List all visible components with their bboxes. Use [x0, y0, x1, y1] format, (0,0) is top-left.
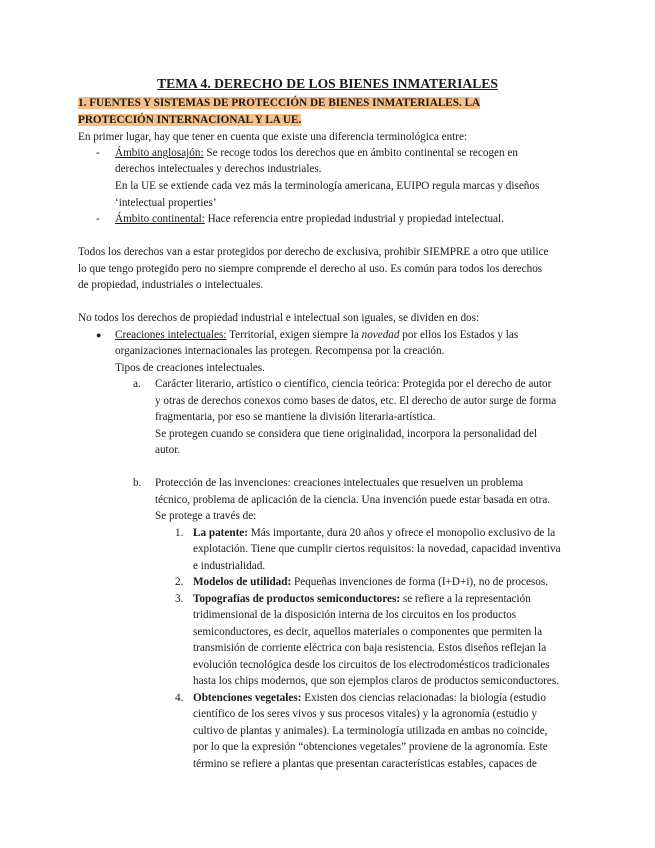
sub3-line-5: evolución tecnológica desde los circuitos de los electrodomésticos tradicionales [193, 659, 550, 671]
section-heading-line2: PROTECCIÓN INTERNACIONAL Y LA UE. [78, 114, 302, 126]
continental-text: Hace referencia entre propiedad industrial y propiedad intelectual. [204, 213, 504, 225]
anglo-line-2: derechos intelectuales y derechos industriales. [115, 163, 322, 175]
item-b-line-2: técnico, problema de aplicación de la ciencia. Una invención puede estar basada en otra. [155, 494, 551, 506]
sub1-line-1 [193, 525, 555, 542]
sub4-text-1: Existen dos ciencias relacionadas: la biología (estudio [301, 692, 546, 704]
sub1-marker: 1. [175, 527, 184, 539]
sub3-marker: 3. [175, 593, 184, 605]
item-b-line-1: Protección de las invenciones: creaciones intelectuales que resuelven un problema [155, 477, 524, 489]
sub2-line-1 [193, 574, 548, 591]
section-heading-cont [78, 112, 301, 129]
sub2-bold: Modelos de utilidad: [193, 576, 292, 588]
creaciones-line-1 [115, 327, 518, 344]
continental-label: Ámbito continental: [115, 213, 205, 225]
para2-line-3: de propiedad, industriales o intelectuales. [78, 279, 264, 291]
sub4-line-3: cultivo de plantas y animales). La terminología utilizada en ambas no coincide, [193, 725, 548, 737]
sub3-line-6: hasta los chips modernos, que son ejemplos claros de productos semiconductores. [193, 675, 560, 687]
section-heading [78, 95, 480, 112]
item-a-line-3: fragmentaria, por eso se mantiene la división literaria-artística. [155, 411, 436, 423]
sub3-bold: Topografías de productos semiconductores: [193, 593, 401, 605]
item-b-marker: b. [133, 477, 142, 489]
sub1-line-3: e industrialidad. [193, 560, 266, 572]
sub2-marker: 2. [175, 576, 184, 588]
item-a-line-1: Carácter literario, artístico o científico, ciencia teórica: Protegida por el derecho de autor [155, 378, 552, 390]
document-title: TEMA 4. DERECHO DE LOS BIENES INMATERIALES [157, 76, 498, 91]
sub4-line-2: científico de los seres vivos y sus procesos vitales) y la agronomía (estudio y [193, 708, 537, 720]
anglo-line-4: ‘intelectual properties’ [115, 197, 217, 209]
para2-line-2: lo que tengo protegido pero no siempre comprende el derecho al uso. Es común para todos los derechos [78, 263, 543, 275]
continental-line [115, 211, 504, 228]
sub4-line-4: por lo que la expresión “obtenciones vegetales” proviene de la agronomía. Este [193, 741, 548, 753]
creaciones-line-2: organizaciones internacionales las protegen. Recompensa por la creación. [115, 345, 445, 357]
sub1-line-2: explotación. Tiene que cumplir ciertos requisitos: la novedad, capacidad inventiva [193, 543, 561, 555]
item-a-marker: a. [133, 378, 141, 390]
creaciones-text-1a: Territorial, exigen siempre la [226, 329, 362, 341]
item-b-line-3: Se protege a través de: [155, 510, 257, 522]
para2-line-1: Todos los derechos van a estar protegidos por derecho de exclusiva, prohibir SIEMPRE a otro que utilice [78, 246, 549, 258]
creaciones-line-3: Tipos de creaciones intelectuales. [115, 362, 265, 374]
creaciones-text-1c: por ellos los Estados y las [399, 329, 519, 341]
sub3-line-1 [193, 591, 531, 608]
bullet-marker: ● [96, 330, 102, 340]
creaciones-novedad: novedad [361, 329, 400, 341]
anglo-label: Ámbito anglosajón: [115, 147, 204, 159]
sub3-text-1: se refiere a la representación [400, 593, 531, 605]
item-a-line-2: y otras de derechos conexos como bases de datos, etc. El derecho de autor surge de forma [155, 395, 557, 407]
sub1-bold: La patente: [193, 527, 248, 539]
item-a-line-4: Se protegen cuando se considera que tiene originalidad, incorpora la personalidad del [155, 428, 538, 440]
para3-text: No todos los derechos de propiedad industrial e intelectual son iguales, se dividen en dos: [78, 312, 480, 324]
intro-text: En primer lugar, hay que tener en cuenta que existe una diferencia terminológica entre: [78, 131, 468, 143]
sub3-line-4: transmisión de corriente eléctrica con baja resistencia. Estos diseños reflejan la [193, 642, 547, 654]
sub2-text-1: Pequeñas invenciones de forma (I+D+i), no de procesos. [291, 576, 549, 588]
sub4-line-1 [193, 690, 546, 707]
sub3-line-2: tridimensional de la disposición interna de los circuitos en los productos [193, 609, 517, 621]
section-heading-line1: 1. FUENTES Y SISTEMAS DE PROTECCIÓN DE BIENES INMATERIALES. LA [78, 97, 481, 109]
sub4-line-5: término se refiere a plantas que presentan características estables, capaces de [193, 758, 537, 770]
sub4-marker: 4. [175, 692, 184, 704]
sub4-bold: Obtenciones vegetales: [193, 692, 302, 704]
dash-marker: - [96, 213, 100, 225]
sub3-line-3: semiconductores, es decir, aquellos materiales o componentes que permiten la [193, 626, 543, 638]
dash-marker: - [96, 147, 100, 159]
anglo-line-1 [115, 145, 518, 162]
anglo-text-1: Se recoge todos los derechos que en ámbito continental se recogen en [203, 147, 518, 159]
sub1-text-1: Más importante, dura 20 años y ofrece el monopolio exclusivo de la [248, 527, 556, 539]
item-a-line-5: autor. [155, 444, 181, 456]
creaciones-label: Creaciones intelectuales: [115, 329, 227, 341]
anglo-line-3: En la UE se extiende cada vez más la terminología americana, EUIPO regula marcas y diseños [115, 180, 540, 192]
